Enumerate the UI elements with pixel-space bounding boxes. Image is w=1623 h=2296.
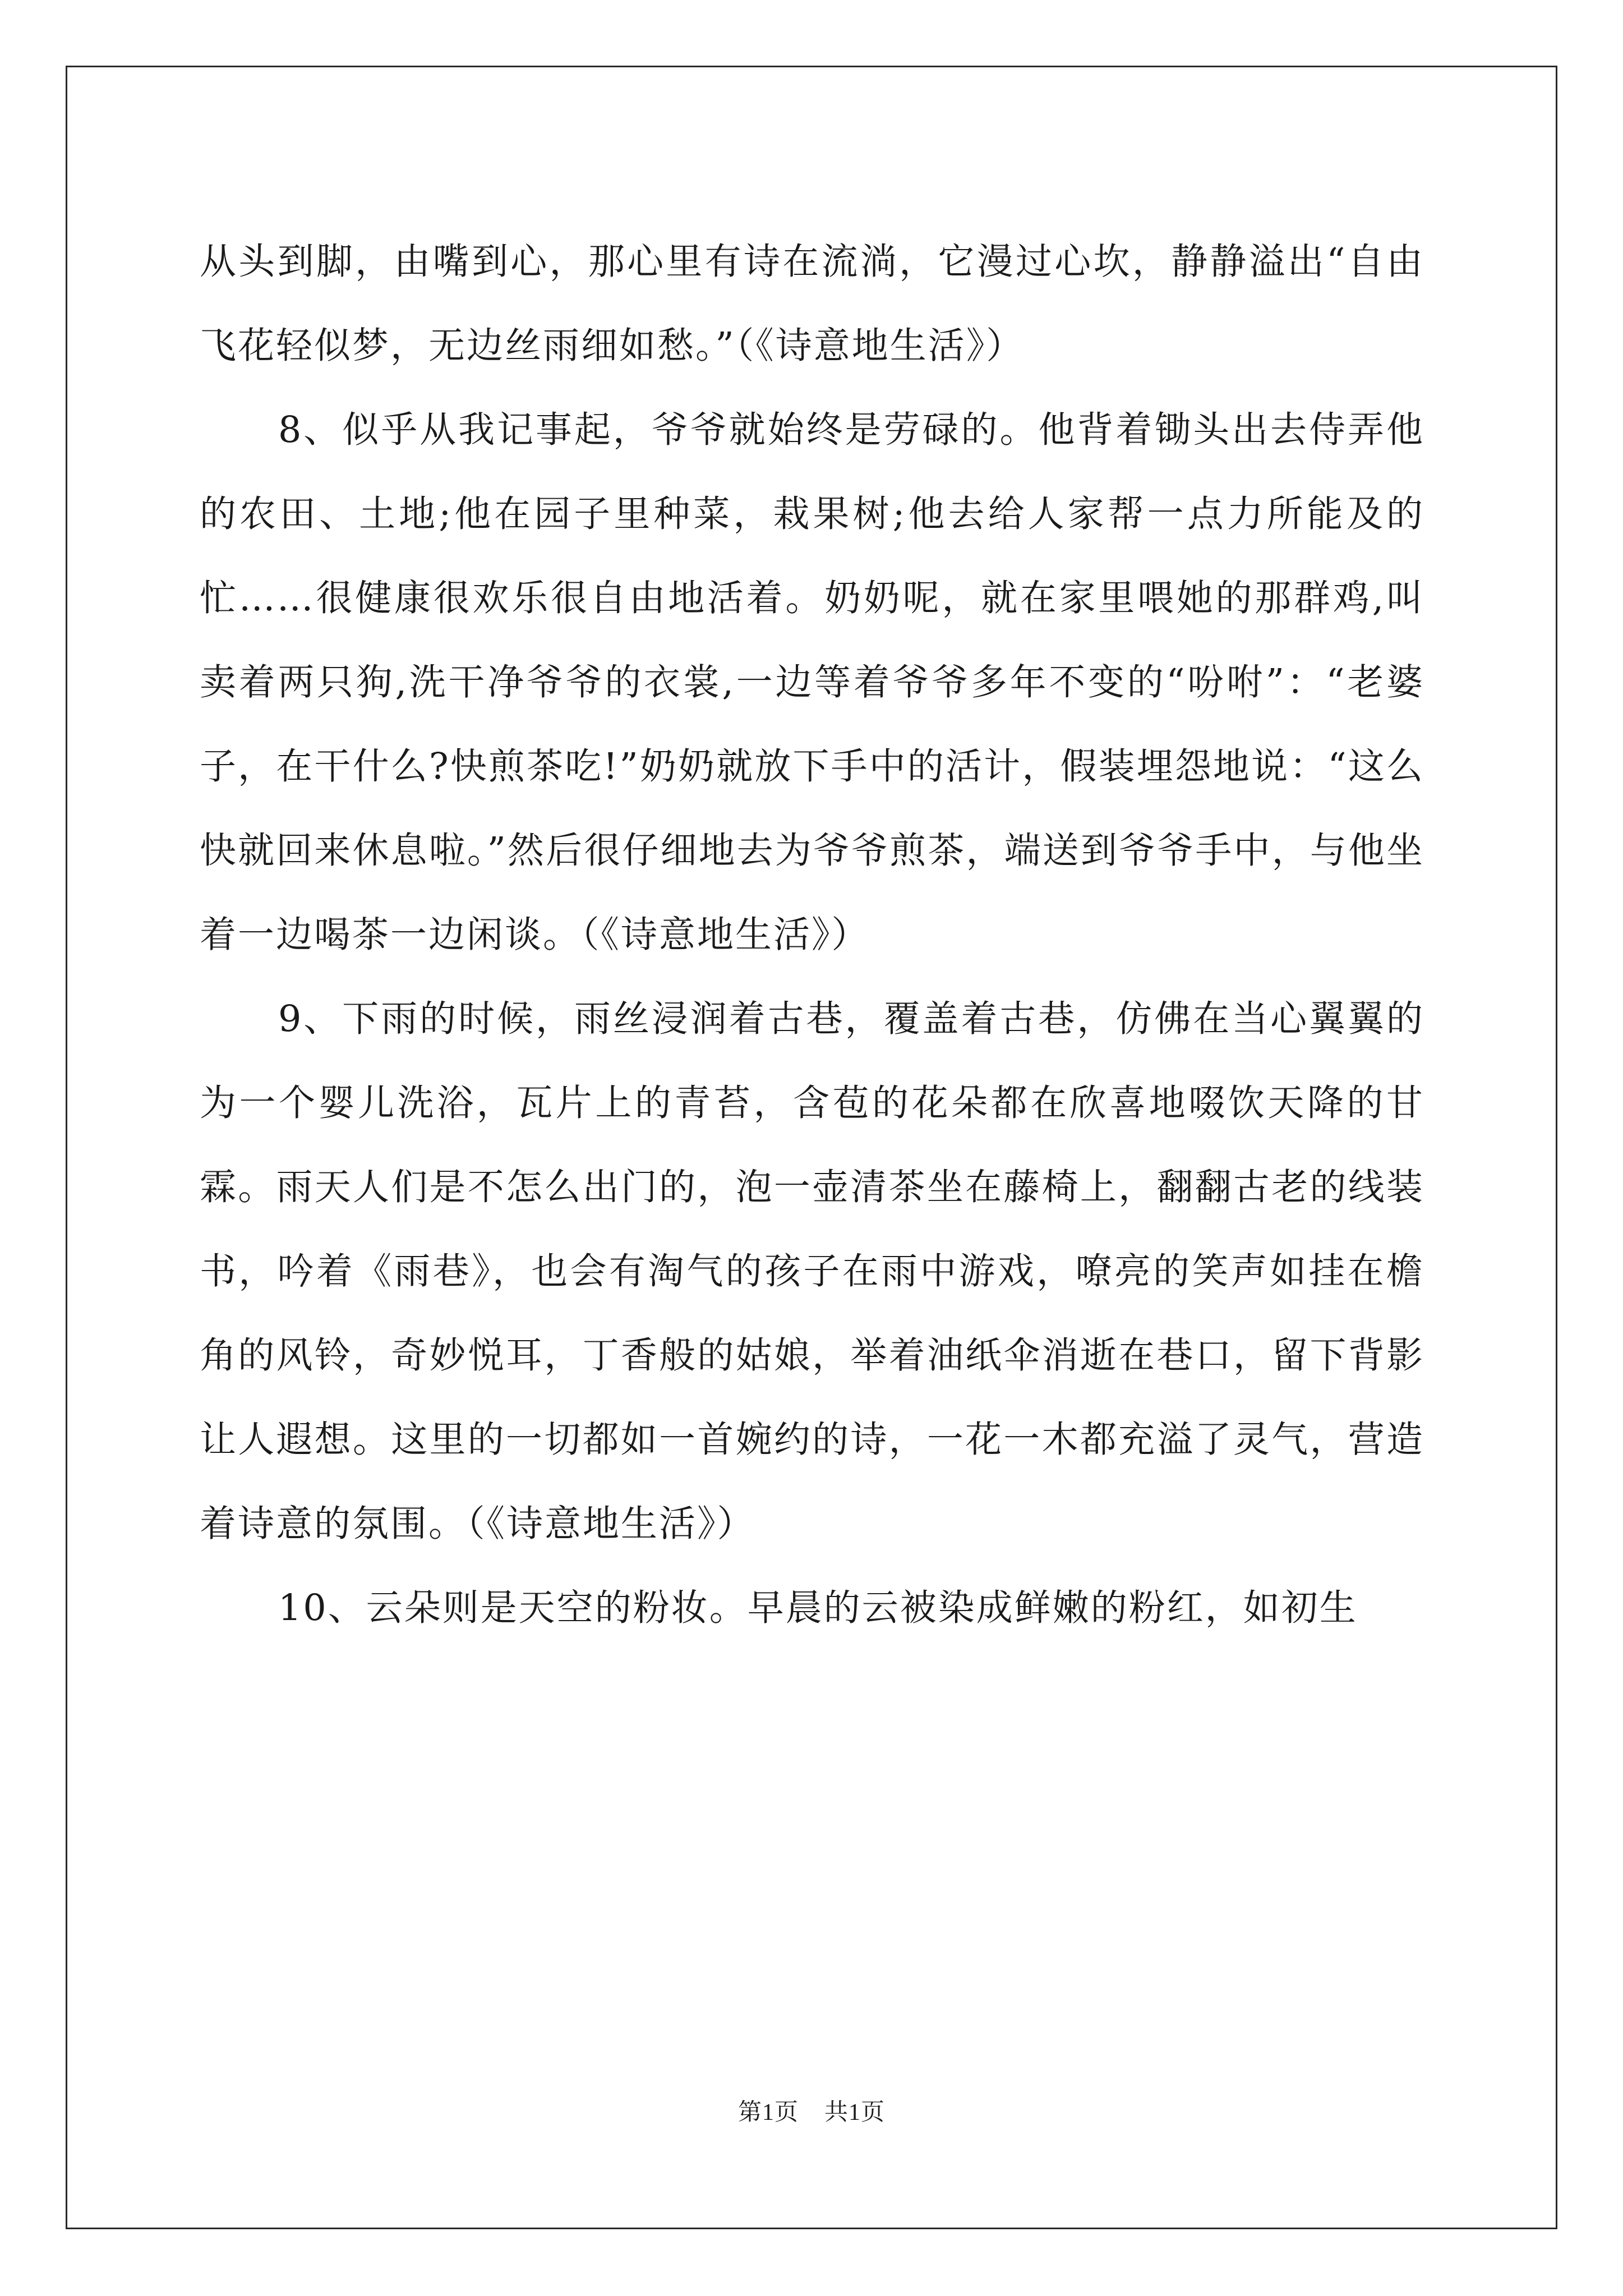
page-number: 第1页 bbox=[737, 2100, 799, 2125]
document-body bbox=[200, 220, 1424, 1650]
page-footer bbox=[0, 2093, 1623, 2127]
paragraph-10: 10、云朵则是天空的粉妆。早晨的云被染成鲜嫩的粉红，如初生 bbox=[278, 1587, 1358, 1629]
paragraph-9: 9、下雨的时候，雨丝浸润着古巷，覆盖着古巷，仿佛在当心翼翼的为一个婴儿洗浴，瓦片上的青苔，含苞的花朵都在欣喜地啜饮天降的甘霖。雨天人们是不怎么出门的，泡一壶清茶坐在藤椅上，翻翻古老的线装书，吟着《雨巷》，也会有淘气的孩子在雨中游戏，嘹亮的笑声如挂在檐角的风铃，奇妙悦耳，丁香般的姑娘，举着油纸伞消逝在巷口，留下背影让人遐想。这里的一切都如一首婉约的诗，一花一木都充溢了灵气，营造着诗意的氛围。（《诗意地生活》） bbox=[200, 998, 1424, 1545]
page-total: 共1页 bbox=[824, 2100, 886, 2125]
paragraph-1: 从头到脚，由嘴到心，那心里有诗在流淌，它漫过心坎，静静溢出“自由飞花轻似梦，无边丝雨细如愁。”（《诗意地生活》） bbox=[200, 241, 1424, 367]
paragraph-8: 8、似乎从我记事起，爷爷就始终是劳碌的。他背着锄头出去侍弄他的农田、土地;他在园子里种菜，栽果树;他去给人家帮一点力所能及的忙……很健康很欢乐很自由地活着。奶奶呢，就在家里喂她的那群鸡,叫卖着两只狗,洗干净爷爷的衣裳,一边等着爷爷多年不变的“吩咐”：“老婆子，在干什么?快煎茶吃!”奶奶就放下手中的活计，假装埋怨地说：“这么快就回来休息啦。”然后很仔细地去为爷爷煎茶，端送到爷爷手中，与他坐着一边喝茶一边闲谈。（《诗意地生活》） bbox=[200, 409, 1424, 956]
